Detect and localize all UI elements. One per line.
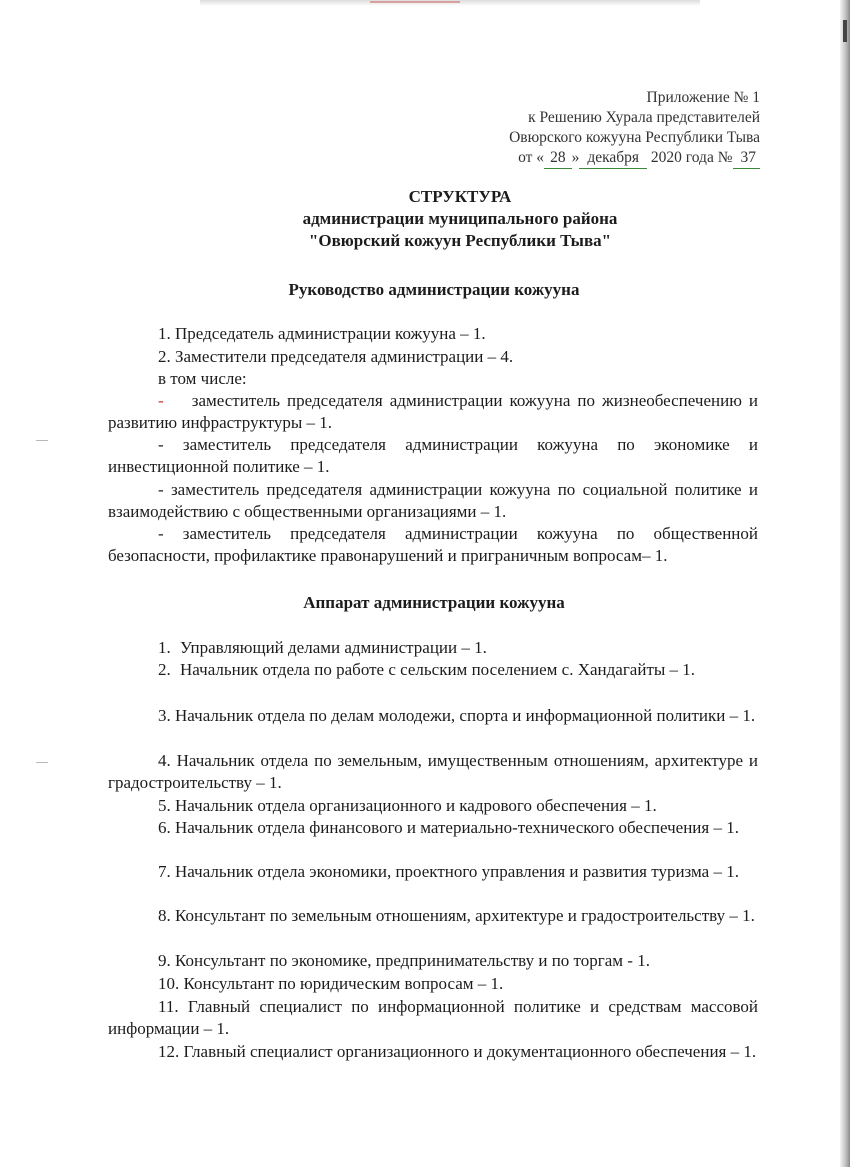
annex-date-line [509, 148, 760, 169]
decision-number: 37 [733, 148, 761, 169]
margin-mark [36, 440, 48, 441]
apparatus-item: 7. Начальник отдела экономики, проектного управления и развития туризма – 1. [158, 862, 739, 881]
apparatus-item: 5. Начальник отдела организационного и кадрового обеспечения – 1. [158, 796, 657, 815]
title-line-2: администрации муниципального района [302, 209, 618, 228]
date-day-close: » [571, 149, 580, 166]
leadership-item: 1. Председатель администрации кожууна – 1. [158, 324, 486, 343]
margin-mark [36, 762, 48, 763]
apparatus-item [158, 659, 758, 681]
apparatus-item: 4. Начальник отдела по земельным, имущественным отношениям, архитектуре и градостроительству – 1. [108, 751, 758, 792]
annex-line-3: Овюрского кожууна Республики Тыва [509, 129, 760, 146]
date-year: 2020 года № [650, 149, 733, 166]
scan-top-edge [200, 0, 700, 6]
deputy-item [108, 390, 758, 434]
apparatus-item: 3. Начальник отдела по делам молодежи, спорта и информационной политики – 1. [158, 706, 756, 725]
leadership-item: 2. Заместители председателя администрации – 4. [158, 347, 514, 366]
date-month: декабря [579, 148, 647, 169]
deputy-item: - заместитель председателя администрации кожууна по социальной политике и взаимодействию с общественными организациями – 1. [108, 480, 758, 521]
title-line-3: "Овюрский кожуун Республики Тыва" [308, 231, 612, 250]
item-text: Управляющий делами администрации – 1. [180, 638, 487, 657]
deputy-item-text: заместитель председателя администрации кожууна по жизнеобеспечению и развитию инфраструктуры – 1. [108, 391, 759, 432]
section-heading-leadership: Руководство администрации кожууна [288, 280, 580, 299]
section-heading-apparatus: Аппарат администрации кожууна [303, 593, 565, 612]
title-line-1: СТРУКТУРА [408, 187, 512, 206]
item-number: 1. [158, 638, 171, 657]
apparatus-item: 8. Консультант по земельным отношениям, архитектуре и градостроительству – 1. [158, 906, 755, 925]
deputy-item: - заместитель председателя администрации кожууна по общественной безопасности, профилактике правонарушений и приграничным вопросам– 1. [108, 524, 758, 565]
document-title [160, 186, 760, 252]
apparatus-item: 9. Консультант по экономике, предпринимательству и по торгам - 1. [158, 951, 650, 970]
apparatus-item: 10. Консультант по юридическим вопросам – 1. [158, 974, 504, 993]
date-day: 28 [544, 148, 572, 169]
annex-header [509, 88, 760, 169]
item-text: Начальник отдела по работе с сельским поселением с. Хандагайты – 1. [180, 660, 696, 679]
apparatus-item: 11. Главный специалист по информационной политике и средствам массовой информации – 1. [108, 997, 758, 1038]
list-dash: - [158, 391, 164, 410]
item-number: 2. [158, 660, 171, 679]
deputy-item: - заместитель председателя администрации кожууна по экономике и инвестиционной политике – 1. [108, 435, 758, 476]
apparatus-item: 12. Главный специалист организационного и документационного обеспечения – 1. [158, 1042, 757, 1061]
annex-line-1: Приложение № 1 [646, 89, 760, 106]
scan-right-edge [840, 0, 850, 1167]
date-prefix: от « [518, 149, 545, 166]
apparatus-item: 6. Начальник отдела финансового и материально-технического обеспечения – 1. [158, 818, 739, 837]
apparatus-item [158, 637, 758, 659]
annex-line-2: к Решению Хурала представителей [528, 109, 760, 126]
including-label: в том числе: [158, 369, 247, 388]
